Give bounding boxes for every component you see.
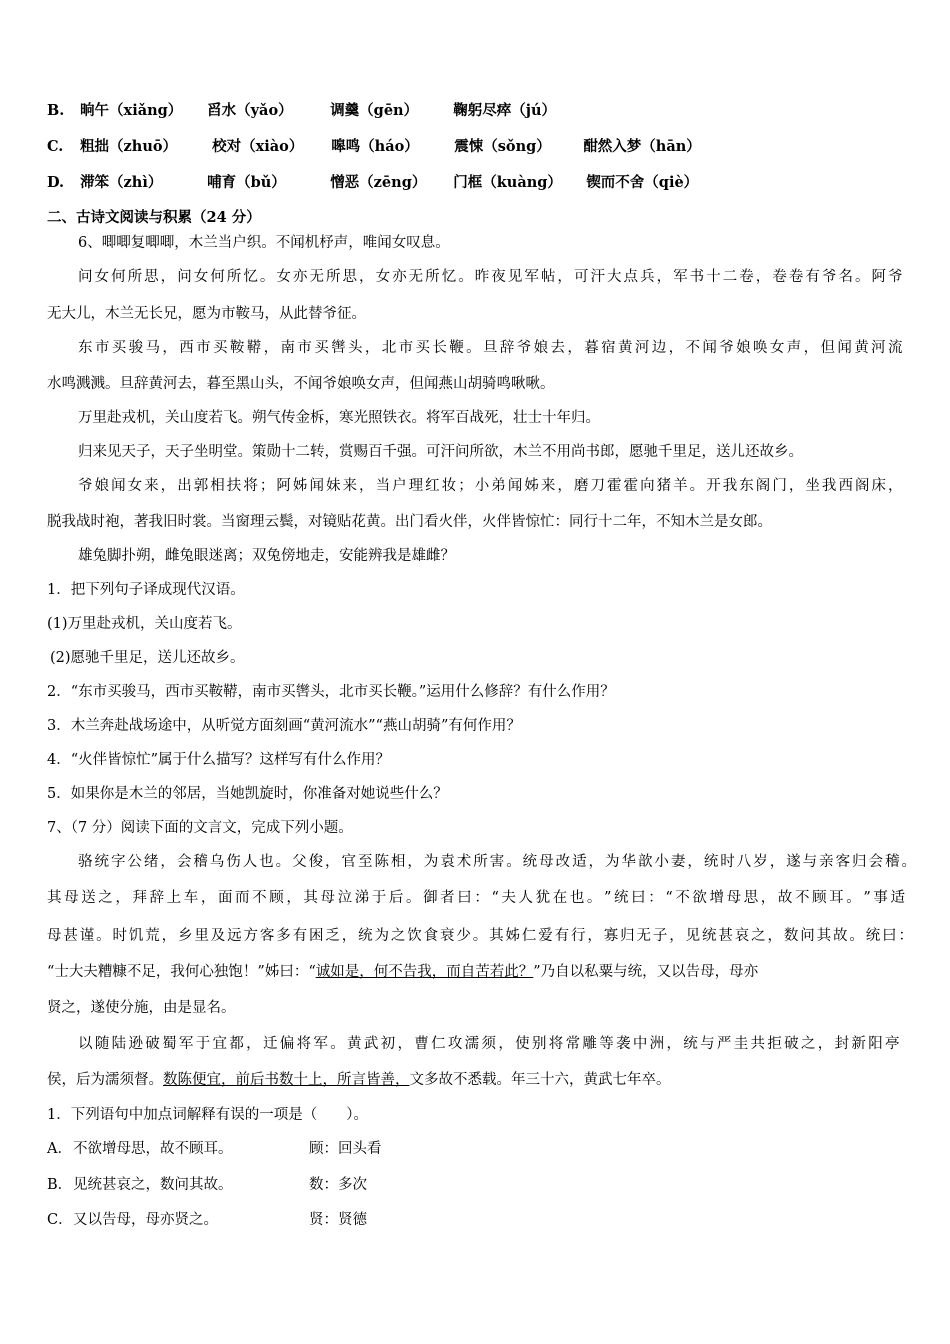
- option-c: [47, 136, 701, 158]
- question: 3．木兰奔赴战场途中，从听觉方面刻画“黄河流水”“燕山胡骑”有何作用？: [47, 718, 521, 734]
- poem-line: 东 市 买 骏 马 ， 西 市 买 鞍 鞯 ， 南 市 买 辔 头 ， 北 市 买 长 鞭 。 旦 辞 爷 娘 去 ， 暮 宿 黄 河 边 ， 不 闻 爷 娘 唤 女 声 ， 但 闻 黄 河 流: [78, 340, 903, 356]
- option-b: [47, 100, 556, 122]
- passage-line: 母 甚 谨 。 时 饥 荒 ， 乡 里 及 远 方 客 多 有 困 乏 ， 统 为 之 饮 食 衰 少 。 其 姊 仁 爱 有 行 ， 寡 归 无 子 ， 见 统 甚 哀 之 ， 数 问 其 故 。 统 曰 ：: [47, 928, 913, 944]
- option-item: 调羹（gēn）: [330, 102, 419, 119]
- question: (1)万里赴戎机，关山度若飞。: [47, 616, 242, 632]
- choice-b: [47, 1174, 367, 1196]
- poem-line: 6、唧唧复唧唧，木兰当户织。不闻机杼声，唯闻女叹息。: [78, 235, 450, 251]
- question: 2．“东市买骏马，西市买鞍鞯，南市买辔头，北市买长鞭。”运用什么修辞？有什么作用？: [47, 684, 615, 700]
- underlined-sentence: 数陈便宜，前后书数十上，所言皆善，: [163, 1072, 410, 1088]
- question: (2)愿驰千里足，送儿还故乡。: [50, 650, 245, 666]
- poem-line: 归来见天子，天子坐明堂。策勋十二转，赏赐百千强。可汗问所欲，木兰不用尚书郎，愿驰千里足，送儿还故乡。: [78, 444, 803, 460]
- question: 4．“火伴皆惊忙”属于什么描写？这样写有什么作用？: [47, 752, 391, 768]
- choice-letter: C．: [47, 1212, 73, 1228]
- poem-line: 万里赴戎机，关山度若飞。朔气传金柝，寒光照铁衣。将军百战死，壮士十年归。: [78, 410, 600, 426]
- poem-line: 雄兔脚扑朔，雌兔眼迷离；双兔傍地走，安能辨我是雄雌？: [78, 548, 455, 564]
- poem-line: 脱我战时袍，著我旧时裳。当窗理云鬓，对镜贴花黄。出门看火伴，火伴皆惊忙：同行十二年，不知木兰是女郎。: [47, 514, 772, 530]
- choice-letter: A．: [47, 1141, 72, 1157]
- passage-line: [47, 961, 902, 983]
- poem-line: 水鸣溅溅。旦辞黄河去，暮至黑山头，不闻爷娘唤女声，但闻燕山胡骑鸣啾啾。: [47, 376, 555, 392]
- option-item: 锲而不舍（qiè）: [586, 174, 699, 191]
- option-item: 舀水（yǎo）: [207, 102, 293, 119]
- option-item: 晌午（xiǎng）: [80, 102, 183, 119]
- passage-line: 其 母 送 之 ， 拜 辞 上 车 ， 面 而 不 顾 ， 其 母 泣 涕 于 后 。 御 者 曰 ： “ 夫 人 犹 在 也 。 ” 统 曰 ： “ 不 欲 增 母 思 ， 故 不 顾 耳 。 ” 事 适: [47, 890, 905, 906]
- choice-text: 见统甚哀之，数问其故。: [73, 1177, 233, 1193]
- passage-line: 骆 统 字 公 绪 ， 会 稽 乌 伤 人 也 。 父 俊 ， 官 至 陈 相 ， 为 袁 术 所 害 。 统 母 改 适 ， 为 华 歆 小 妻 ， 统 时 八 岁 ， 遂 与 亲 客 归 会 稽 。: [78, 854, 916, 870]
- passage-line: 以 随 陆 逊 破 蜀 军 于 宜 都 ， 迁 偏 将 军 。 黄 武 初 ， 曹 仁 攻 濡 须 ， 使 别 将 常 雕 等 袭 中 洲 ， 统 与 严 圭 共 拒 破 之 ， 封 新 阳 亭: [78, 1036, 900, 1052]
- choice-a: [47, 1138, 382, 1160]
- q7-title: 7、（7 分）阅读下面的文言文，完成下列小题。: [47, 820, 353, 836]
- option-letter: B.: [47, 102, 65, 119]
- option-item: 嗥鸣（háo）: [331, 138, 419, 155]
- option-item: 粗拙（zhuō）: [80, 138, 178, 155]
- section-heading: 二、古诗文阅读与积累（24 分）: [47, 209, 261, 226]
- choice-gloss: 数：多次: [309, 1177, 367, 1193]
- option-letter: C.: [47, 138, 64, 155]
- poem-line: 无大儿，木兰无长兄，愿为市鞍马，从此替爷征。: [47, 306, 366, 322]
- passage-line: 贤之，遂使分施，由是显名。: [47, 1000, 236, 1016]
- passage-text: 侯，后为濡须督。: [47, 1072, 163, 1088]
- sub-question: 1．下列语句中加点词解释有误的一项是（ ）。: [47, 1107, 368, 1123]
- choice-letter: B．: [47, 1177, 73, 1193]
- choice-text: 又以告母，母亦贤之。: [73, 1212, 218, 1228]
- choice-gloss: 顾：回头看: [309, 1141, 382, 1157]
- option-item: 滞笨（zhì）: [80, 174, 163, 191]
- poem-line: 问 女 何 所 思 ， 问 女 何 所 忆 。 女 亦 无 所 思 ， 女 亦 无 所 忆 。 昨 夜 见 军 帖 ， 可 汗 大 点 兵 ， 军 书 十 二 卷 ， 卷 卷 有 爷 名 。 阿 爷: [78, 269, 903, 285]
- passage-line: [47, 1069, 671, 1091]
- option-d: [47, 172, 698, 194]
- option-item: 哺育（bǔ）: [207, 174, 286, 191]
- option-item: 门框（kuàng）: [453, 174, 562, 191]
- option-item: 校对（xiào）: [212, 138, 304, 155]
- passage-text: “士大夫糟糠不足，我何心独饱！”姊曰：“: [47, 964, 316, 980]
- passage-text: ”乃自以私粟与统，又以告母，母亦: [533, 964, 759, 980]
- choice-gloss: 贤：贤德: [309, 1212, 367, 1228]
- option-item: 憎恶（zēng）: [330, 174, 427, 191]
- underlined-sentence: 诚如是，何不告我，而自苦若此？: [315, 964, 534, 980]
- option-letter: D.: [47, 174, 65, 191]
- choice-c: [47, 1209, 367, 1231]
- poem-line: 爷 娘 闻 女 来 ， 出 郭 相 扶 将 ； 阿 姊 闻 妹 来 ， 当 户 理 红 妆 ； 小 弟 闻 姊 来 ， 磨 刀 霍 霍 向 猪 羊 。 开 我 东 阁 门 ， 坐 我 西 阁 床 ，: [78, 478, 903, 494]
- question: 5．如果你是木兰的邻居，当她凯旋时，你准备对她说些什么？: [47, 786, 448, 802]
- option-item: 鞠躬尽瘁（jú）: [453, 102, 557, 119]
- option-item: 震悚（sǒng）: [454, 138, 551, 155]
- choice-text: 不欲增母思，故不顾耳。: [73, 1141, 233, 1157]
- passage-text: 文多故不悉载。年三十六，黄武七年卒。: [409, 1072, 671, 1088]
- question: 1．把下列句子译成现代汉语。: [47, 582, 245, 598]
- option-item: 酣然入梦（hān）: [583, 138, 701, 155]
